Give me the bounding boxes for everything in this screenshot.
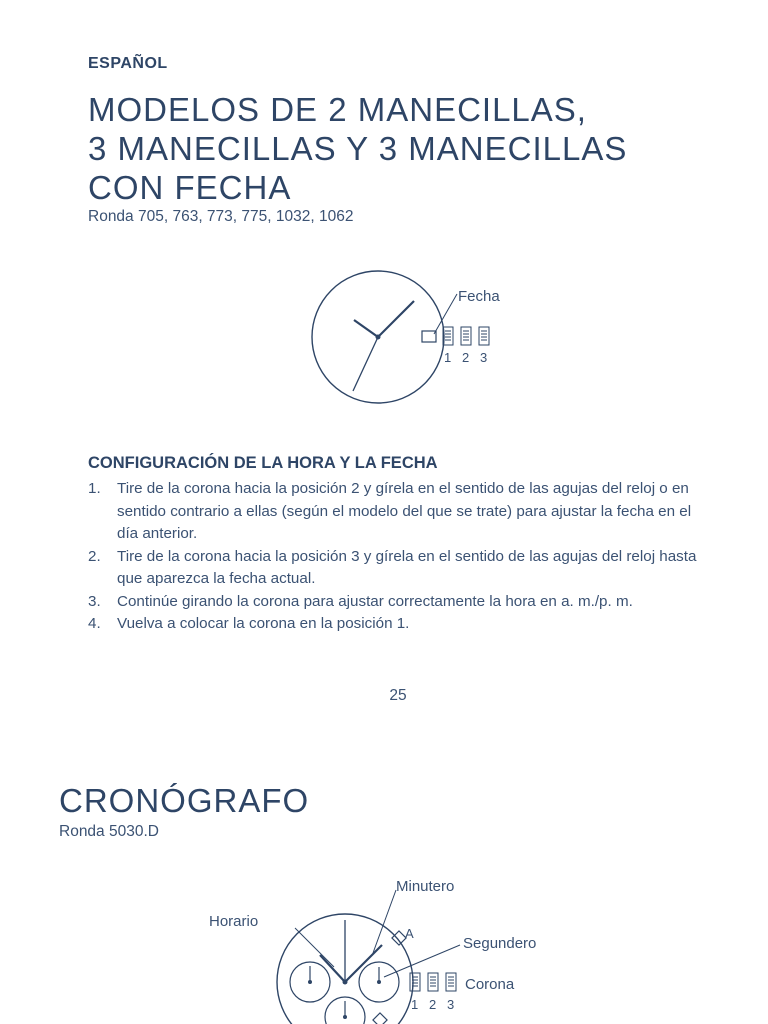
- step-text: Tire de la corona hacia la posición 2 y gírela en el sentido de las agujas del reloj o en sentido contrario a ellas (según el modelo del que se trate) para ajustar la fecha en el día anterior.: [117, 480, 692, 542]
- hour-hand: [354, 320, 378, 337]
- crown-position-1: 1: [444, 350, 452, 365]
- setting-heading: CONFIGURACIÓN DE LA HORA Y LA FECHA: [88, 454, 438, 472]
- pusher-a: [392, 931, 406, 945]
- list-item: [88, 613, 700, 636]
- step-number: 4.: [88, 615, 101, 632]
- model-numbers: Ronda 705, 763, 773, 775, 1032, 1062: [88, 208, 354, 225]
- date-label: Fecha: [458, 288, 500, 305]
- title-line-1: MODELOS DE 2 MANECILLAS,: [88, 91, 587, 128]
- step-number: 3.: [88, 592, 101, 610]
- step-number: 2.: [88, 547, 101, 565]
- date-window: [422, 331, 436, 342]
- chronograph-model: Ronda 5030.D: [59, 823, 159, 840]
- step-text: Tire de la corona hacia la posición 3 y gírela en el sentido de las agujas del reloj hasta que aparezca la fecha actual.: [117, 547, 697, 587]
- watch-diagram: [300, 270, 520, 410]
- crown-position-2: 2: [462, 350, 470, 365]
- list-item: [88, 478, 700, 546]
- crown-stem: [443, 327, 489, 345]
- chrono-crown-position-3: 3: [447, 997, 455, 1012]
- step-text: Vuelva a colocar la corona en la posición 1.: [117, 615, 410, 632]
- hour-label: Horario: [209, 913, 259, 930]
- chrono-crown-position-2: 2: [429, 997, 437, 1012]
- list-item: [88, 546, 700, 591]
- seconds-pointer-line: [384, 945, 460, 977]
- chrono-hour-hand: [320, 955, 345, 982]
- minute-hand: [378, 301, 414, 337]
- crown-position-3: 3: [480, 350, 488, 365]
- crown-label: Corona: [465, 976, 515, 993]
- page-number: 25: [389, 687, 407, 704]
- pusher-a-label: A: [405, 926, 414, 941]
- title-line-2: 3 MANECILLAS Y 3 MANECILLAS: [88, 130, 628, 167]
- chrono-crown-position-1: 1: [411, 997, 419, 1012]
- section-title: [88, 90, 627, 207]
- list-item: [88, 591, 700, 614]
- minute-label: Minutero: [396, 878, 455, 895]
- chronograph-diagram: [200, 870, 560, 1024]
- seconds-label: Segundero: [463, 935, 537, 952]
- hour-pointer-line: [295, 928, 334, 967]
- language-label: ESPAÑOL: [88, 55, 168, 72]
- instruction-list: [88, 478, 700, 636]
- step-text: Continúe girando la corona para ajustar correctamente la hora en a. m./p. m.: [117, 592, 633, 610]
- step-number: 1.: [88, 480, 101, 497]
- chronograph-title: CRONÓGRAFO: [59, 782, 310, 819]
- date-pointer-line: [434, 294, 457, 334]
- second-hand: [353, 337, 378, 391]
- pusher-b: [373, 1013, 387, 1024]
- chrono-crown-stem: [410, 973, 456, 991]
- title-line-3: CON FECHA: [88, 169, 292, 206]
- center-pin: [376, 335, 381, 340]
- chrono-minute-hand: [345, 945, 382, 982]
